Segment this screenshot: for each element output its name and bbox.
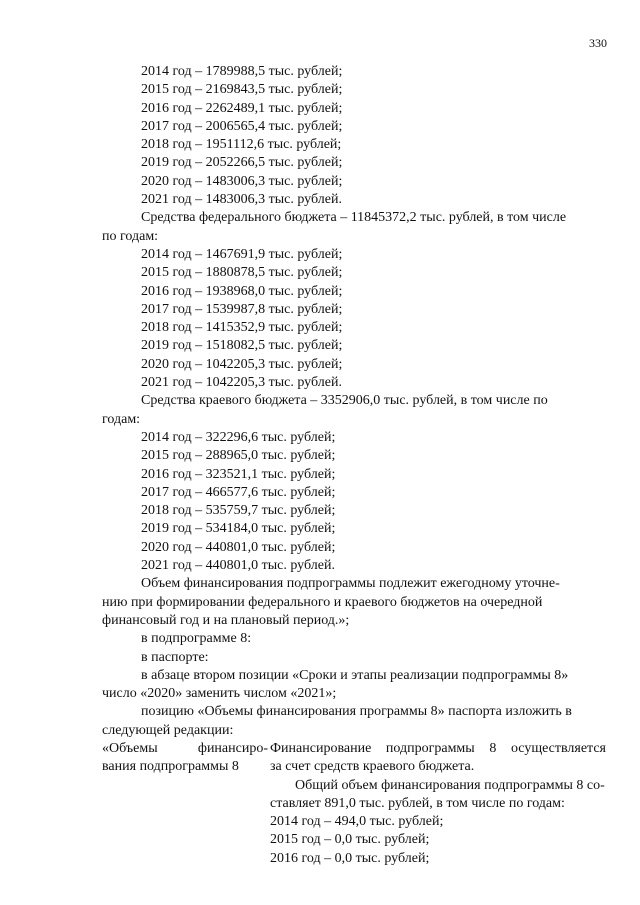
budget-year-line: 2014 год – 1789988,5 тыс. рублей; [141,64,343,79]
federal-year-line: 2016 год – 1938968,0 тыс. рублей; [141,283,343,299]
budget-year-line: 2019 год – 2052266,5 тыс. рублей; [141,155,343,171]
table-left-cell: вания подпрограммы 8 [102,759,239,775]
budget-year-line: 2018 год – 1951112,6 тыс. рублей; [141,137,342,153]
budget-year-line: 2021 год – 1483006,3 тыс. рублей. [141,192,342,208]
page-number: 330 [589,36,607,50]
regional-year-line: 2019 год – 534184,0 тыс. рублей; [141,521,336,537]
federal-year-line: 2017 год – 1539987,8 тыс. рублей; [141,301,343,317]
table-right-cell: за счет средств краевого бюджета. [270,759,475,775]
regional-year-line: 2014 год – 322296,6 тыс. рублей; [141,429,336,445]
passport-heading: в паспорте: [141,649,209,665]
budget-year-line: 2016 год – 2262489,1 тыс. рублей; [141,100,343,116]
federal-budget-heading-cont: по годам: [102,228,159,244]
table-right-cell: Общий объем финансирования подпрограммы 8 со- [295,777,605,793]
position-text: следующей редакции: [102,722,234,738]
regional-year-line: 2016 год – 323521,1 тыс. рублей; [141,466,336,482]
table-year-line: 2014 год – 494,0 тыс. рублей; [270,814,444,830]
regional-year-line: 2017 год – 466577,6 тыс. рублей; [141,484,336,500]
table-left-cell: «Объемы финансиро- [102,740,268,756]
paragraph-two-text: число «2020» заменить числом «2021»; [102,686,337,702]
budget-year-line: 2020 год – 1483006,3 тыс. рублей; [141,173,343,189]
federal-budget-heading: Средства федерального бюджета – 11845372,2 тыс. рублей, в том числе [141,210,567,226]
federal-year-line: 2014 год – 1467691,9 тыс. рублей; [141,246,343,262]
clarification-text: нию при формировании федерального и краевого бюджетов на очередной [102,594,543,610]
regional-year-line: 2015 год – 288965,0 тыс. рублей; [141,448,336,464]
regional-year-line: 2020 год – 440801,0 тыс. рублей; [141,539,336,555]
table-year-line: 2015 год – 0,0 тыс. рублей; [270,832,430,848]
regional-budget-heading: Средства краевого бюджета – 3352906,0 тыс. рублей, в том числе по [141,393,548,409]
clarification-text: финансовый год и на плановый период.»; [102,612,350,628]
clarification-text: Объем финансирования подпрограммы подлежит ежегодному уточне- [141,576,560,592]
position-text: позицию «Объемы финансирования программы 8» паспорта изложить в [141,704,572,720]
federal-year-line: 2020 год – 1042205,3 тыс. рублей; [141,356,343,372]
federal-year-line: 2015 год – 1880878,5 тыс. рублей; [141,265,343,281]
federal-year-line: 2019 год – 1518082,5 тыс. рублей; [141,338,343,354]
document-body [0,63,640,868]
regional-year-line: 2021 год – 440801,0 тыс. рублей. [141,558,335,574]
regional-year-line: 2018 год – 535759,7 тыс. рублей; [141,503,336,519]
federal-year-line: 2021 год – 1042205,3 тыс. рублей. [141,375,342,391]
passport-table-row [0,740,640,758]
subprogram-8-heading: в подпрограмме 8: [141,631,252,647]
table-right-cell: Финансирование подпрограммы 8 осуществляется [270,740,606,756]
table-right-cell: ставляет 891,0 тыс. рублей, в том числе по годам: [270,795,565,811]
passport-table-row [0,758,640,776]
table-year-line: 2016 год – 0,0 тыс. рублей; [270,850,430,866]
paragraph-two-text: в абзаце втором позиции «Сроки и этапы реализации подпрограммы 8» [141,667,569,683]
federal-year-line: 2018 год – 1415352,9 тыс. рублей; [141,320,343,336]
budget-year-line: 2017 год – 2006565,4 тыс. рублей; [141,118,343,134]
budget-year-line: 2015 год – 2169843,5 тыс. рублей; [141,82,343,98]
regional-budget-heading-cont: годам: [102,411,141,427]
